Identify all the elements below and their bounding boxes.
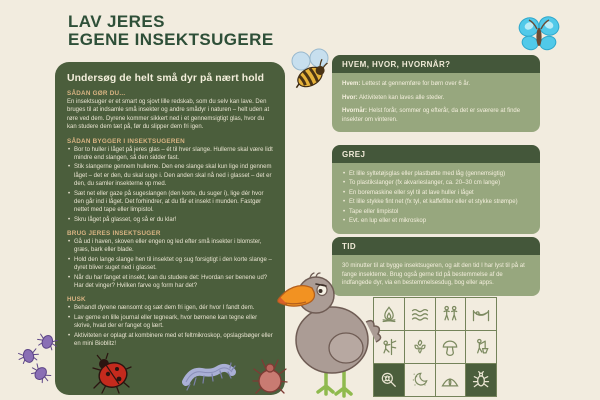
time-title: TID [332,237,540,255]
centipede-icon [180,360,236,394]
panel-heading: Undersøg de helt små dyr på nært hold [67,73,265,84]
list-item: • Tape eller limpistol [342,208,530,216]
section-title-brug: BRUG JERES INSEKTSUGER [67,230,161,238]
main-instructions-panel [55,62,285,395]
page-title-line2: EGENE INSEKTSUGERE [68,30,274,50]
water-waves-icon [405,298,435,330]
section-body-sadan-gor-du: En insektsuger er et smart og sjovt lille redskab, som du selv kan lave. Den bruges til at indsamle små insekter og andre smådyr i naturen – helt uden at røre ved dem. Dyrene kommer sikkert ned i et gennemsigtigt glas, hvor du kan studere dem tæt på, før du slipper dem fri igen. [67,99,270,131]
gear-list [342,170,530,225]
entry-text: Helst forår, sommer og efterår, da det er sværere at finde insekter om vinteren. [342,108,521,123]
foliage-icon [405,331,435,363]
purple-bugs-icon [16,330,62,386]
entry-text: Lettest at gennemføre for børn over 6 år. [360,81,471,87]
list-item: • Bor to huller i låget på jeres glas – ét til hver slange. Hullerne skal være lidt mindre end slangen, så den sidder fast. [67,146,273,163]
gear-title: GREJ [332,145,540,163]
insect-icon [466,364,496,396]
mushroom-icon [436,331,466,363]
page-title [68,13,274,50]
remember-list [67,304,273,348]
list-item: • Stik slangerne gennem hullerne. Den ene slange skal kun lige ind gennem låget – det er den, du skal suge i. Den anden skal nå ned i glasset – det er den, du samler insekterne op med. [67,163,273,188]
section-title-sadan-gor-du: SÅDAN GØR DU... [67,90,126,97]
list-item: • Et lille stykke fint net (fx tyl, et kaffefilter eller et stykke strømpe) [342,198,530,206]
night-sky-icon [405,364,435,396]
time-text: 30 minutter til at bygge insektsugeren, og alt den tid I har lyst til på at fange insekterne. Brug også gerne tid på bestemmelse af de indfangede dyr, via en bestemmelsesdug, bog eller apps. [342,263,525,287]
section-title-sadan-bygger: SÅDAN BYGGER I INSEKTSUGEREN [67,137,185,145]
butterfly-icon [516,13,562,57]
section-title-husk: HUSK [67,296,86,304]
who-where-when-body [332,73,540,132]
list-item: • Skru låget på glasset, og så er du klar! [67,216,273,224]
entry-label: Hvornår: [342,108,368,115]
who-where-when-box [332,55,540,132]
entry-hvornar [342,107,530,124]
list-item: • Et lille syltetøjsglas eller plastbøtte med låg (gennemsigtig) [342,170,530,178]
list-item: • Sæt net eller gaze på sugeslangen (den korte, du suger i), lige dér hvor den går ind i låget. Det forhindrer, at du får et insekt i munden. Fastgør nettet med tape eller limpistol. [67,190,273,215]
list-item: • Hold den lange slange hen til insektet og sug forsigtigt i den korte slange – dyret bliver suget ned i glasset. [67,256,273,273]
entry-hvor [342,94,530,103]
playing-people-icon [436,298,466,330]
usage-steps-list [67,238,273,290]
entry-hvem [342,80,530,89]
list-item: • En boremaskine eller syl til at lave huller i låget [342,189,530,197]
gear-box [332,145,540,234]
who-where-when-title: HVEM, HVOR, HVORNÅR? [332,55,540,73]
entry-label: Hvem: [342,81,361,87]
dodo-bird-illustration [274,270,394,398]
list-item: • Lav gerne en lille journal eller tegneark, hvor børnene kan tegne eller skrive, hvad der er fanget og lært. [67,314,273,331]
mite-icon [252,355,288,399]
list-item: • Når du har fanget et insekt, kan du studere det: Hvordan ser benene ud? Har det vinger? Hvilken farve og form har det? [67,274,273,291]
build-steps-list [67,146,273,225]
fishing-icon [466,331,496,363]
page-title-line1: LAV JERES [68,12,165,31]
shelter-icon [436,364,466,396]
list-item: • Evt. en lup eller et mikroskop [342,217,530,225]
gear-body [332,163,540,234]
list-item: • Gå ud i haven, skoven eller engen og led efter små insekter i blomster, græs, bark eller blade. [67,238,273,255]
list-item: • To plastikslanger (fx akvarieslanger, ca. 20–30 cm lange) [342,179,530,187]
ladybug-icon [92,352,132,394]
entry-label: Hvor: [342,94,358,101]
hammock-icon [466,298,496,330]
entry-text: Aktiviteten kan laves alle steder. [357,94,445,101]
list-item: • Behandl dyrene nænsomt og sæt dem fri igen, dér hvor I fandt dem. [67,304,273,312]
bee-icon [288,47,336,95]
list-item: • Aktiviteten er oplagt at kombinere med et feltmikroskop, opslagsbøger eller en mini Bioblitz! [67,332,273,349]
